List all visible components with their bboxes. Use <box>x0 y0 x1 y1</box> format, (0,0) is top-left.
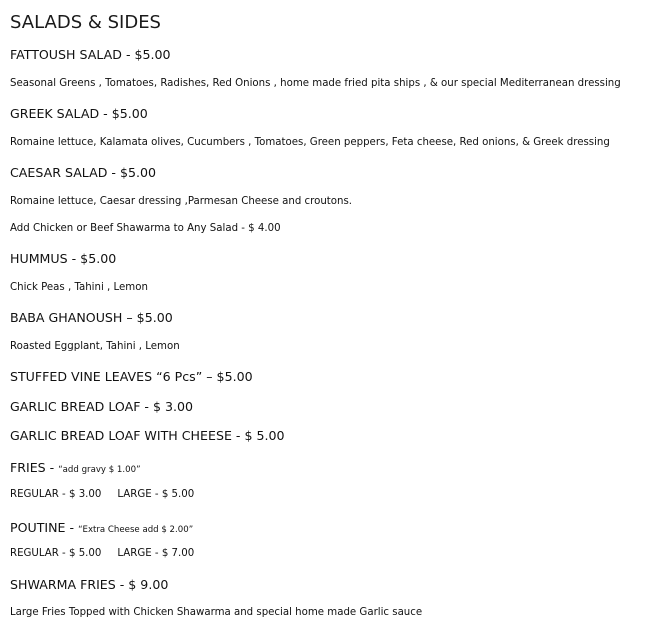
menu-item-fries <box>10 457 141 476</box>
menu-item-description-hummus: Chick Peas , Tahini , Lemon <box>10 282 148 293</box>
poutine-large-price: LARGE - $ 7.00 <box>117 548 195 559</box>
menu-item-description-baba-ghanoush: Roasted Eggplant, Tahini , Lemon <box>10 341 180 352</box>
menu-item-title-fries: FRIES - <box>10 460 59 475</box>
fries-regular-price: REGULAR - $ 3.00 <box>10 489 102 500</box>
menu-item-title-garlic-bread-cheese: GARLIC BREAD LOAF WITH CHEESE - $ 5.00 <box>10 428 285 443</box>
menu-item-description-greek: Romaine lettuce, Kalamata olives, Cucumbers , Tomatoes, Green peppers, Feta cheese, Red onions, & Greek dressing <box>10 137 610 148</box>
salad-addon-note: Add Chicken or Beef Shawarma to Any Salad - $ 4.00 <box>10 223 281 234</box>
menu-item-title-stuffed-vine-leaves: STUFFED VINE LEAVES “6 Pcs” – $5.00 <box>10 369 253 384</box>
menu-item-poutine <box>10 517 193 536</box>
menu-item-title-baba-ghanoush: BABA GHANOUSH – $5.00 <box>10 310 173 325</box>
fries-size-prices <box>10 489 194 500</box>
menu-item-description-shwarma-fries: Large Fries Topped with Chicken Shawarma and special home made Garlic sauce <box>10 607 423 618</box>
fries-large-price: LARGE - $ 5.00 <box>117 489 195 500</box>
menu-item-description-caesar: Romaine lettuce, Caesar dressing ,Parmesan Cheese and croutons. <box>10 196 353 207</box>
poutine-regular-price: REGULAR - $ 5.00 <box>10 548 102 559</box>
menu-item-title-garlic-bread: GARLIC BREAD LOAF - $ 3.00 <box>10 399 194 414</box>
menu-item-description-fattoush: Seasonal Greens , Tomatoes, Radishes, Red Onions , home made fried pita ships , & our special Mediterranean dressing <box>10 78 621 89</box>
menu-item-title-caesar: CAESAR SALAD - $5.00 <box>10 165 157 180</box>
menu-item-title-shwarma-fries: SHWARMA FRIES - $ 9.00 <box>10 577 169 592</box>
poutine-extra-cheese-note: “Extra Cheese add $ 2.00” <box>78 525 194 535</box>
menu-item-title-hummus: HUMMUS - $5.00 <box>10 251 117 266</box>
menu-item-title-poutine: POUTINE - <box>10 520 79 535</box>
fries-gravy-note: “add gravy $ 1.00” <box>58 465 141 475</box>
poutine-size-prices <box>10 548 194 559</box>
page-title: SALADS & SIDES <box>10 12 161 33</box>
menu-item-title-greek: GREEK SALAD - $5.00 <box>10 106 148 121</box>
menu-item-title-fattoush: FATTOUSH SALAD - $5.00 <box>10 47 171 62</box>
